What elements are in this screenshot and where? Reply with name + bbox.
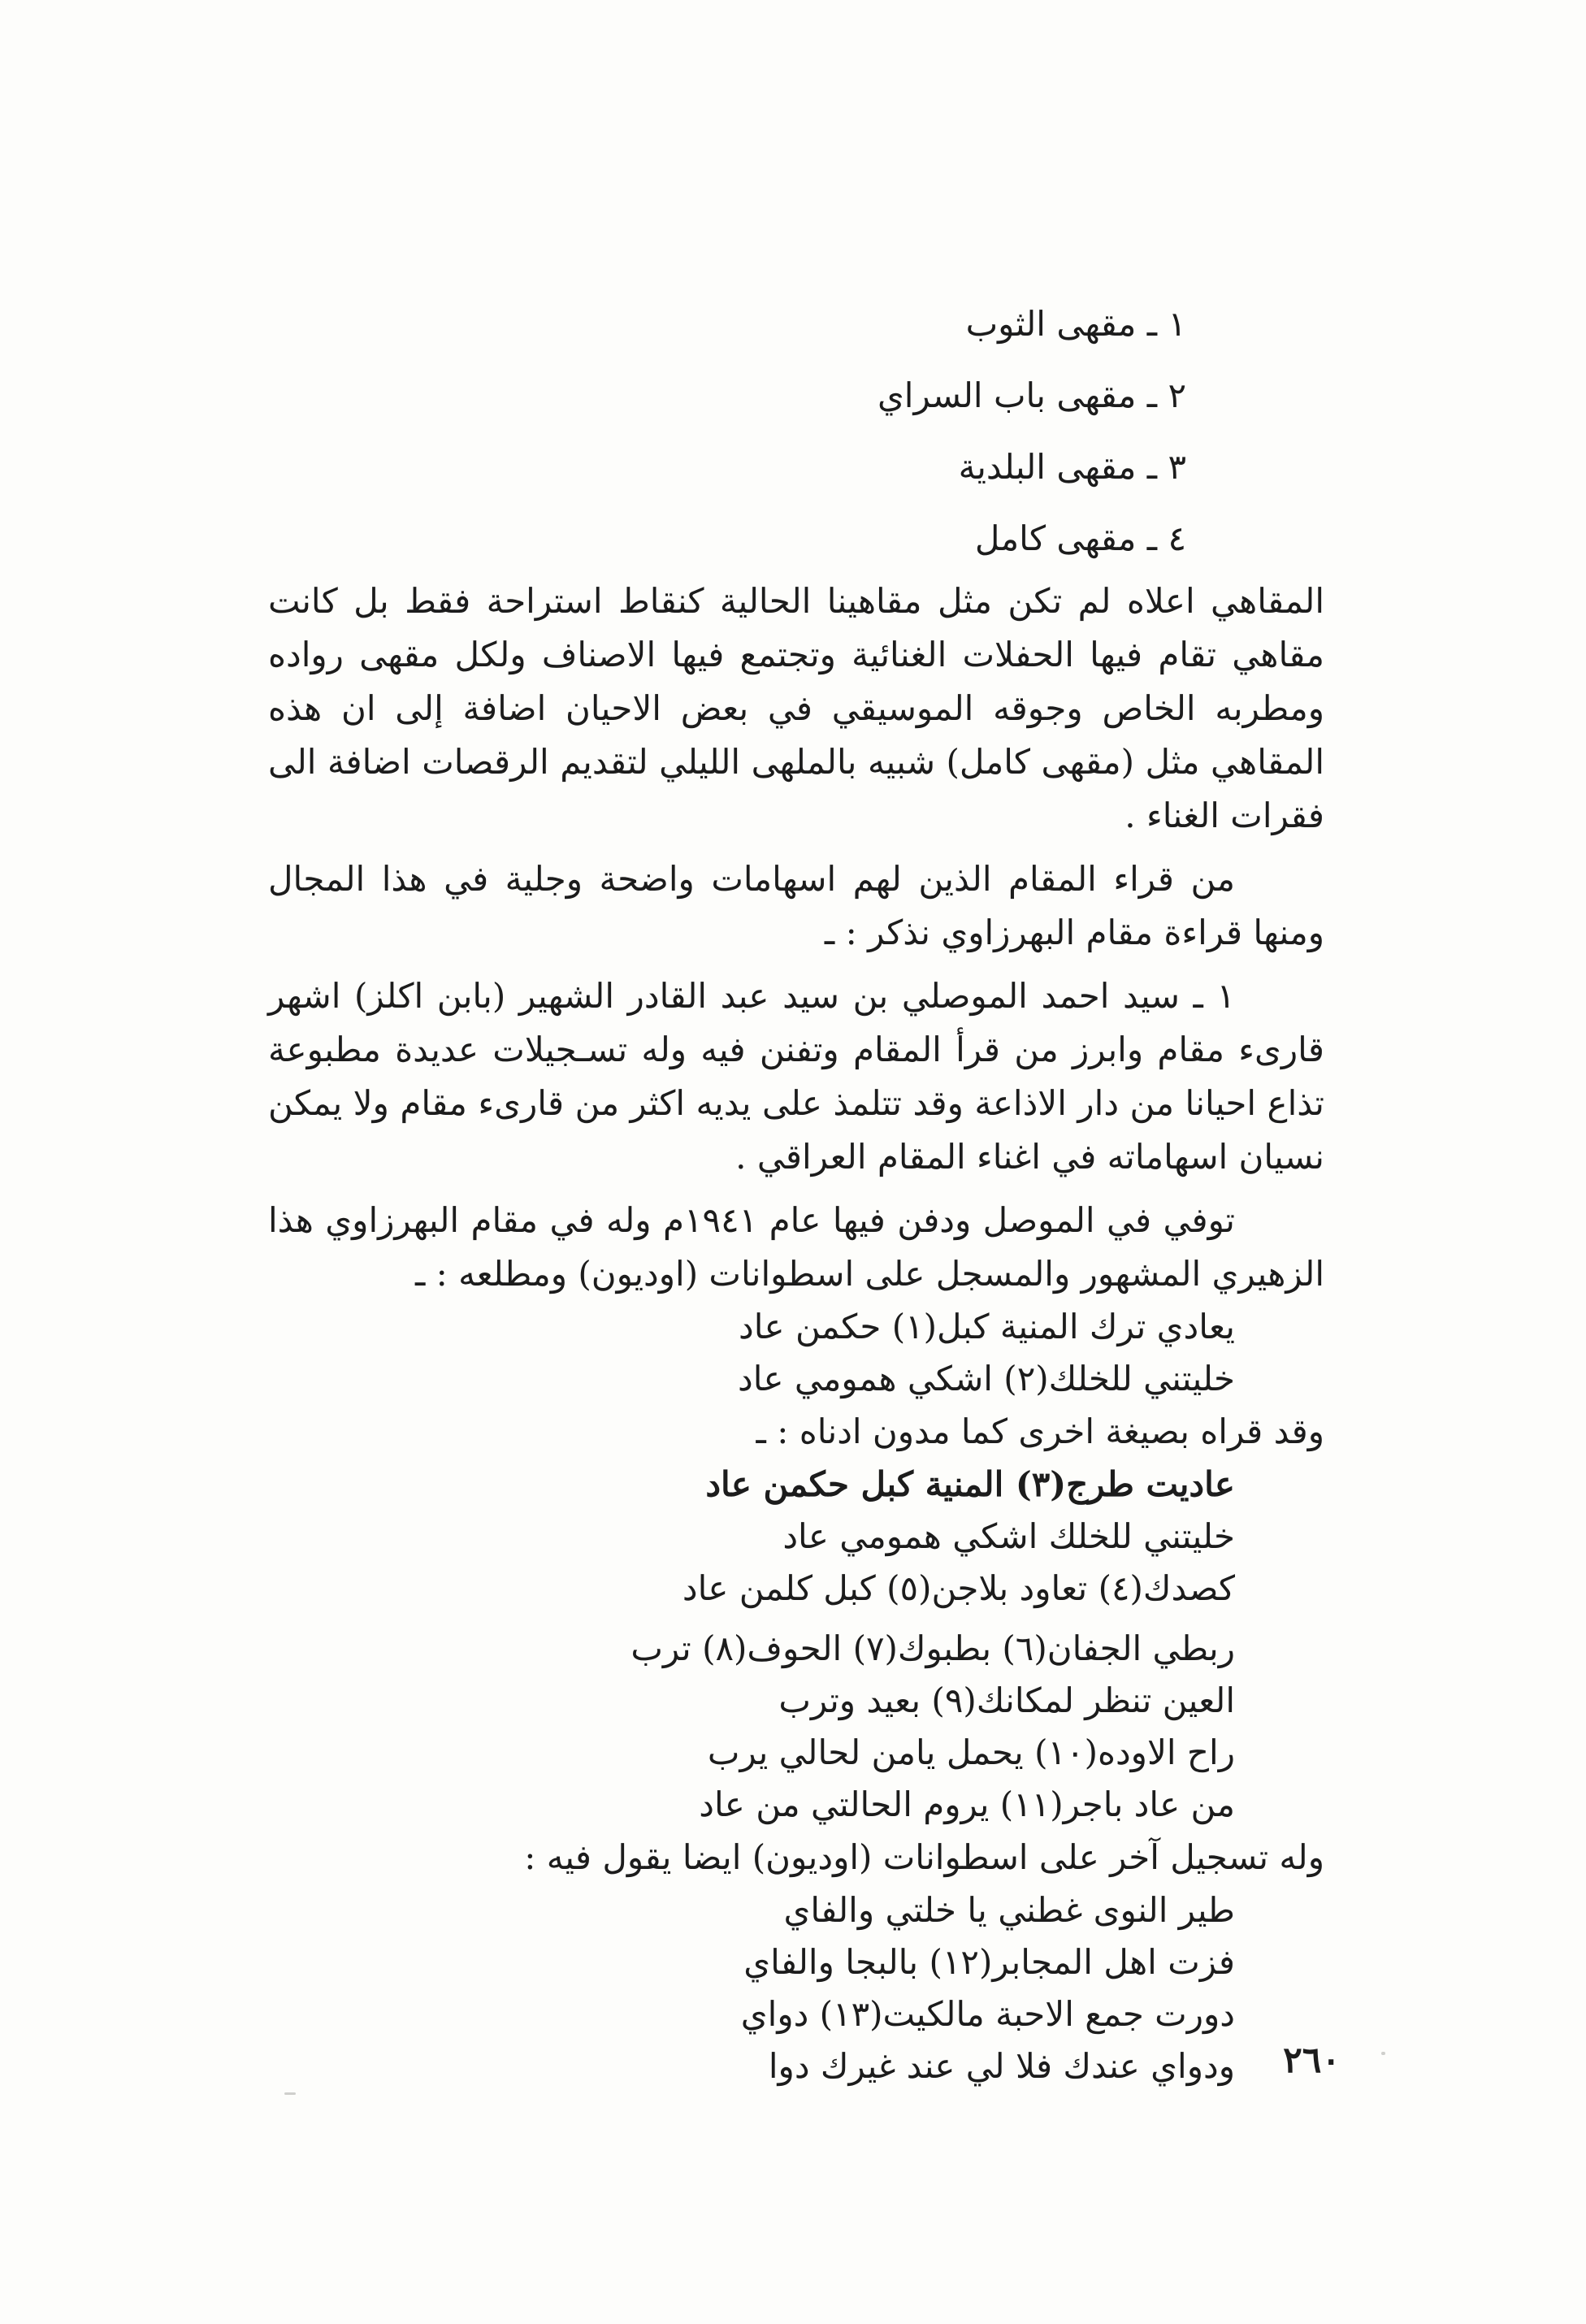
poem-tayr-al-nawa	[268, 1884, 1324, 2092]
paragraph-ahmed-mosuli: ١ ـ سيد احمد الموصلي بن سيد عبد القادر الشهير (بابن اكلز) اشهر قارىء مقام وابرز من قرأ المقام وتفنن فيه وله تسـجيلات عديدة مطبوعة تذاع احيانا من دار الاذاعة وقد تتلمذ على يديه اكثر من قارىء مقام ولا يمكن نسيان اسهاماته في اغناء المقام العراقي .	[268, 976, 1324, 1177]
poem-zuhayri-second	[268, 1459, 1324, 1615]
poem-line: دورت جمع الاحبة مالكيت(١٣) دواي	[740, 1994, 1235, 2034]
page-body	[268, 288, 1324, 2092]
poem-line: ربطي الجفان(٦) بطبوك(٧) الحوف(٨) ترب	[630, 1628, 1235, 1668]
poem-line: عاديت طرج(٣) المنية كبل حكمن عاد	[705, 1464, 1235, 1504]
poem-line: كصدك(٤) تعاود بلاجن(٥) كبل كلمن عاد	[682, 1568, 1235, 1608]
scan-speck	[284, 2092, 296, 2095]
poem-line: فزت اهل المجابر(١٢) بالبجا والفاي	[743, 1942, 1235, 1982]
cafe-list-item: ٢ ـ مقهى باب السراي	[877, 375, 1186, 415]
page-number: ٢٦٠	[1283, 2040, 1341, 2081]
poem-line: من عاد باجر(١١) يروم الحالتي من عاد	[699, 1784, 1235, 1824]
poem-zuhayri-third	[268, 1623, 1324, 1831]
paragraph-cafes: المقاهي اعلاه لم تكن مثل مقاهينا الحالية كنقاط استراحة فقط بل كانت مقاهي تقام فيها الحفلات الغنائية وتجتمع فيها الاصناف ولكل مقهى رواده ومطربه الخاص وجوقه الموسيقي في بعض الاحيان اضافة إلى ان هذه المقاهي مثل (مقهى كامل) شبيه بالملهى الليلي لتقديم الرقصات اضافة الى فقرات الغناء .	[268, 581, 1324, 835]
poem-line: طير النوى غطني يا خلتي والفاي	[783, 1890, 1235, 1930]
cafe-list-item: ٣ ـ مقهى البلدية	[958, 447, 1186, 487]
paragraph-death: توفي في الموصل ودفن فيها عام ١٩٤١م وله في مقام البهرزاوي هذا الزهيري المشهور والمسجل على اسطوانات (اوديون) ومطلعه : ـ	[268, 1200, 1324, 1294]
poem-zuhayri-first	[268, 1301, 1324, 1405]
paragraph-another-recording: وله تسجيل آخر على اسطوانات (اوديون) ايضا يقول فيه :	[524, 1837, 1324, 1877]
poem-line: راح الاوده(١٠) يحمل يامن لحالي يرب	[707, 1732, 1235, 1772]
paragraph-another-form: وقد قراه بصيغة اخرى كما مدون ادناه : ـ	[756, 1411, 1324, 1451]
cafe-list	[268, 288, 1324, 574]
poem-line: يعادي ترك المنية كبل(١) حكمن عاد	[739, 1307, 1235, 1346]
poem-line: خليتني للخلك اشكي همومي عاد	[782, 1516, 1235, 1556]
cafe-list-item: ١ ـ مقهى الثوب	[965, 304, 1186, 344]
paragraph-readers: من قراء المقام الذين لهم اسهامات واضحة وجلية في هذا المجال ومنها قراءة مقام البهرزاوي نذكر : ـ	[268, 859, 1324, 952]
cafe-list-item: ٤ ـ مقهى كامل	[974, 518, 1186, 558]
poem-line: ودواي عندك فلا لي عند غيرك دوا	[768, 2046, 1235, 2086]
poem-line: العين تنظر لمكانك(٩) بعيد وترب	[778, 1680, 1235, 1720]
poem-line: خليتني للخلك(٢) اشكي همومي عاد	[737, 1359, 1235, 1398]
scan-speck	[1381, 2052, 1385, 2055]
